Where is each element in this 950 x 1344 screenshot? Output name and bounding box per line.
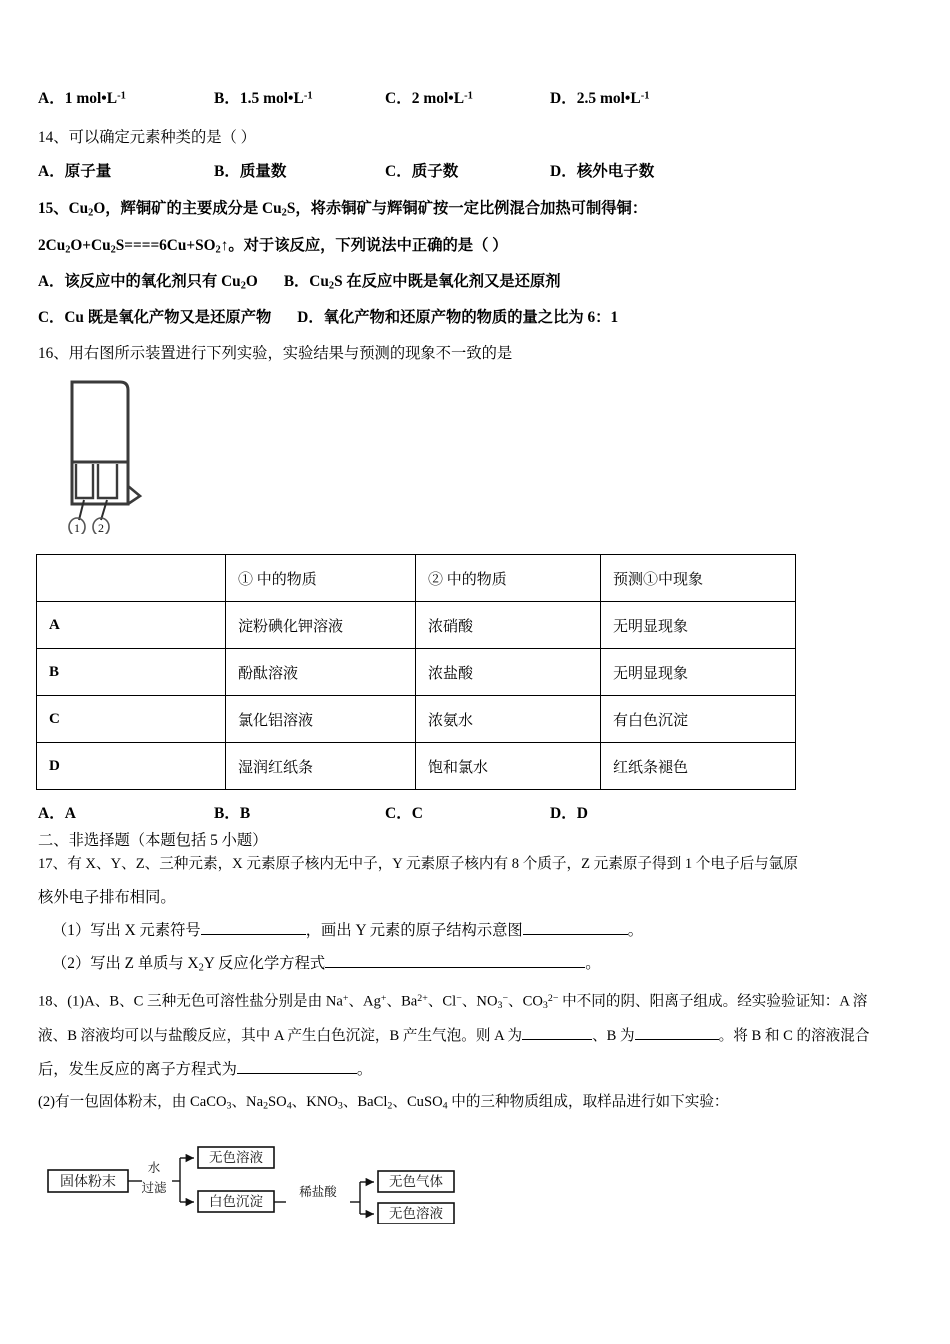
q18-blank-b[interactable] xyxy=(635,1039,719,1040)
q18-l3-a: 后，发生反应的离子方程式为 xyxy=(38,1060,237,1078)
table-header-substance-one: ① 中的物质 xyxy=(226,555,416,602)
q15-a-sub: 2 xyxy=(240,280,246,292)
q13-options-row xyxy=(38,86,918,130)
table-row xyxy=(37,696,796,743)
q18-l3-b: 。 xyxy=(356,1060,373,1078)
q13-option-d-sup: -1 xyxy=(640,90,650,102)
q15-l1-end: S，将赤铜矿与辉铜矿按一定比例混合加热可制得铜： xyxy=(286,200,648,218)
q18-line1: 18、(1)A、B、C 三种无色可溶性盐分别是由 Na+、Ag+、$Ba^{2+}$、Cl−、$NO_3^-$、$CO_3^{2-}$ 中不同的阴、阳离子组成。经实验验证知：A 溶 xyxy=(38,993,868,1012)
q18-l2-a: 液、B 溶液均可以与盐酸反应，其中 A 产生白色沉淀，B 产生气泡。则 A 为 xyxy=(38,1028,523,1045)
table-row xyxy=(37,649,796,696)
flow-label-start: 固体粉末 xyxy=(60,1175,116,1190)
table-header-row xyxy=(37,555,796,602)
q18-line2 xyxy=(38,1029,918,1044)
q15-l1-sub2: 2 xyxy=(281,207,287,219)
table-header-prediction: 预测①中现象 xyxy=(601,555,796,602)
q16-option-b: B．B xyxy=(214,804,251,822)
q16-option-d: D．D xyxy=(550,804,588,822)
q17-blank-2[interactable] xyxy=(523,934,628,935)
q15-option-c: C．Cu 既是氧化产物又是还原产物 xyxy=(38,309,272,327)
q15-option-a: A．该反应中的氧化剂只有 $Cu_2O$ xyxy=(38,273,258,292)
row-label: D xyxy=(37,743,226,790)
row-prediction: 红纸条褪色 xyxy=(601,743,796,790)
row-prediction: 无明显现象 xyxy=(601,602,796,649)
label-one-text: 1 xyxy=(74,521,80,534)
q15-equation-line: $2Cu_2O+Cu_2S====6Cu+SO_2↑$。对于该反应，下列说法中正确的是（ ） xyxy=(38,237,508,256)
q16-option-a: A．A xyxy=(38,804,76,822)
q15-stem-line1 xyxy=(38,201,918,219)
flow-label-clear-solution-1: 无色溶液 xyxy=(209,1150,263,1165)
q13-option-b-sup: -1 xyxy=(303,90,313,102)
q13-option-c: C．2 $mol•L^{-1}$ xyxy=(385,90,473,107)
row-substance-one: 酚酞溶液 xyxy=(226,649,416,696)
experiment-table xyxy=(36,554,796,790)
q15-l1-mid: O，辉铜矿的主要成分是 Cu xyxy=(93,200,282,218)
q14-options-row xyxy=(38,159,918,201)
flow-label-water: 水 xyxy=(147,1161,161,1175)
page-content xyxy=(38,86,918,1221)
q15-option-b: B．$Cu_2S$ 在反应中既是氧化剂又是还原剂 xyxy=(283,273,561,292)
q17-sub1 xyxy=(38,923,918,938)
q16-options-row xyxy=(38,801,918,833)
q16-option-c: C．C xyxy=(385,804,423,822)
q18-l2-c: 。将 B 和 C 的溶液混合 xyxy=(718,1028,870,1045)
q15-l1-pre: 15、Cu xyxy=(38,200,89,218)
row-substance-two: 浓盐酸 xyxy=(416,649,601,696)
q18-line4: (2)有一包固体粉末，由 CaCO$_3$、$Na_2SO_4$、$KNO_3$、BaCl$_2$、CuSO$_4$ 中的三种物质组成，取样品进行如下实验： xyxy=(38,1094,729,1112)
row-label: C xyxy=(37,696,226,743)
flow-label-clear-solution-2: 无色溶液 xyxy=(389,1206,443,1221)
row-label: B xyxy=(37,649,226,696)
q15-options-ab xyxy=(38,274,918,292)
q18-blank-c[interactable] xyxy=(237,1073,357,1074)
row-substance-two: 浓氨水 xyxy=(416,696,601,743)
q13-option-a: A．1 $mol•L^{-1}$ xyxy=(38,90,126,107)
vessel-spout xyxy=(128,486,140,504)
q13-option-c-sup: -1 xyxy=(464,90,473,102)
q17-sub2-text-a: （2）写出 Z 单质与 X xyxy=(52,955,199,973)
row-substance-one: 淀粉碘化钾溶液 xyxy=(226,602,416,649)
row-prediction: 无明显现象 xyxy=(601,649,796,696)
q17-blank-1[interactable] xyxy=(201,934,306,935)
q13-option-a-sup: -1 xyxy=(117,90,126,102)
q18-l2-b: 、B 为 xyxy=(592,1028,635,1045)
q18-blank-a[interactable] xyxy=(522,1039,592,1040)
q17-line2: 核外电子排布相同。 xyxy=(38,888,176,906)
q13-option-b: B．1.5 $mol•L^{-1}$ xyxy=(214,90,313,107)
q17-sub2-text-b: Y 反应化学方程式 xyxy=(203,955,326,973)
table-row xyxy=(37,743,796,790)
q17-sub2-sub: 2 xyxy=(198,962,204,974)
q15-option-d: D．氧化产物和还原产物的物质的量之比为 6：1 xyxy=(297,309,619,327)
q17-blank-3[interactable] xyxy=(325,967,585,968)
row-substance-one: 湿润红纸条 xyxy=(226,743,416,790)
q18-line3 xyxy=(38,1062,918,1077)
row-label: A xyxy=(37,602,226,649)
q17-sub1-text-a: （1）写出 X 元素符号 xyxy=(52,922,201,940)
q17-sub1-text-c: 。 xyxy=(627,922,644,940)
q14-option-d: D．核外电子数 xyxy=(550,163,655,181)
row-prediction: 有白色沉淀 xyxy=(601,696,796,743)
section-two-heading: 二、非选择题（本题包括 5 小题） xyxy=(38,831,268,849)
q14-stem: 14、可以确定元素种类的是（ ） xyxy=(38,129,256,146)
q17-sub1-text-b: ，画出 Y 元素的原子结构示意图 xyxy=(305,922,523,940)
q14-option-c: C．质子数 xyxy=(385,163,459,181)
q17-sub2-text-c: 。 xyxy=(585,955,601,973)
q17-sub2 xyxy=(38,956,918,974)
q17-line1: 17、有 X、Y、Z、三种元素，X 元素原子核内无中子，Y 元素原子核内有 8 个质子，Z 元素原子得到 1 个电子后与氩原 xyxy=(38,856,798,873)
q15-l1-sub1: 2 xyxy=(88,207,94,219)
q15-options-cd xyxy=(38,310,918,325)
row-substance-two: 饱和氯水 xyxy=(416,743,601,790)
row-substance-two: 浓硝酸 xyxy=(416,602,601,649)
q16-stem: 16、用右图所示装置进行下列实验，实验结果与预测的现象不一致的是 xyxy=(38,344,513,362)
vessel-body xyxy=(72,382,128,504)
row-substance-one: 氯化铝溶液 xyxy=(226,696,416,743)
apparatus-diagram xyxy=(60,374,190,534)
flow-label-colorless-gas: 无色气体 xyxy=(389,1174,443,1189)
flow-label-dilute-hcl: 稀盐酸 xyxy=(299,1185,337,1199)
flowchart-svg xyxy=(46,1144,466,1224)
flow-label-white-precipitate: 白色沉淀 xyxy=(209,1194,263,1209)
experiment-flowchart xyxy=(46,1144,466,1220)
table-header-substance-two: ② 中的物质 xyxy=(416,555,601,602)
label-two-text: 2 xyxy=(98,521,104,534)
table-header-blank xyxy=(37,555,226,602)
q14-option-a: A．原子量 xyxy=(38,163,112,181)
q15-b-sub: 2 xyxy=(328,280,335,292)
table-row xyxy=(37,602,796,649)
q14-option-b: B．质量数 xyxy=(214,163,287,181)
flow-label-filter: 过滤 xyxy=(141,1181,167,1195)
q13-option-d: D．2.5 $mol•L^{-1}$ xyxy=(550,90,650,107)
apparatus-svg xyxy=(60,374,190,534)
